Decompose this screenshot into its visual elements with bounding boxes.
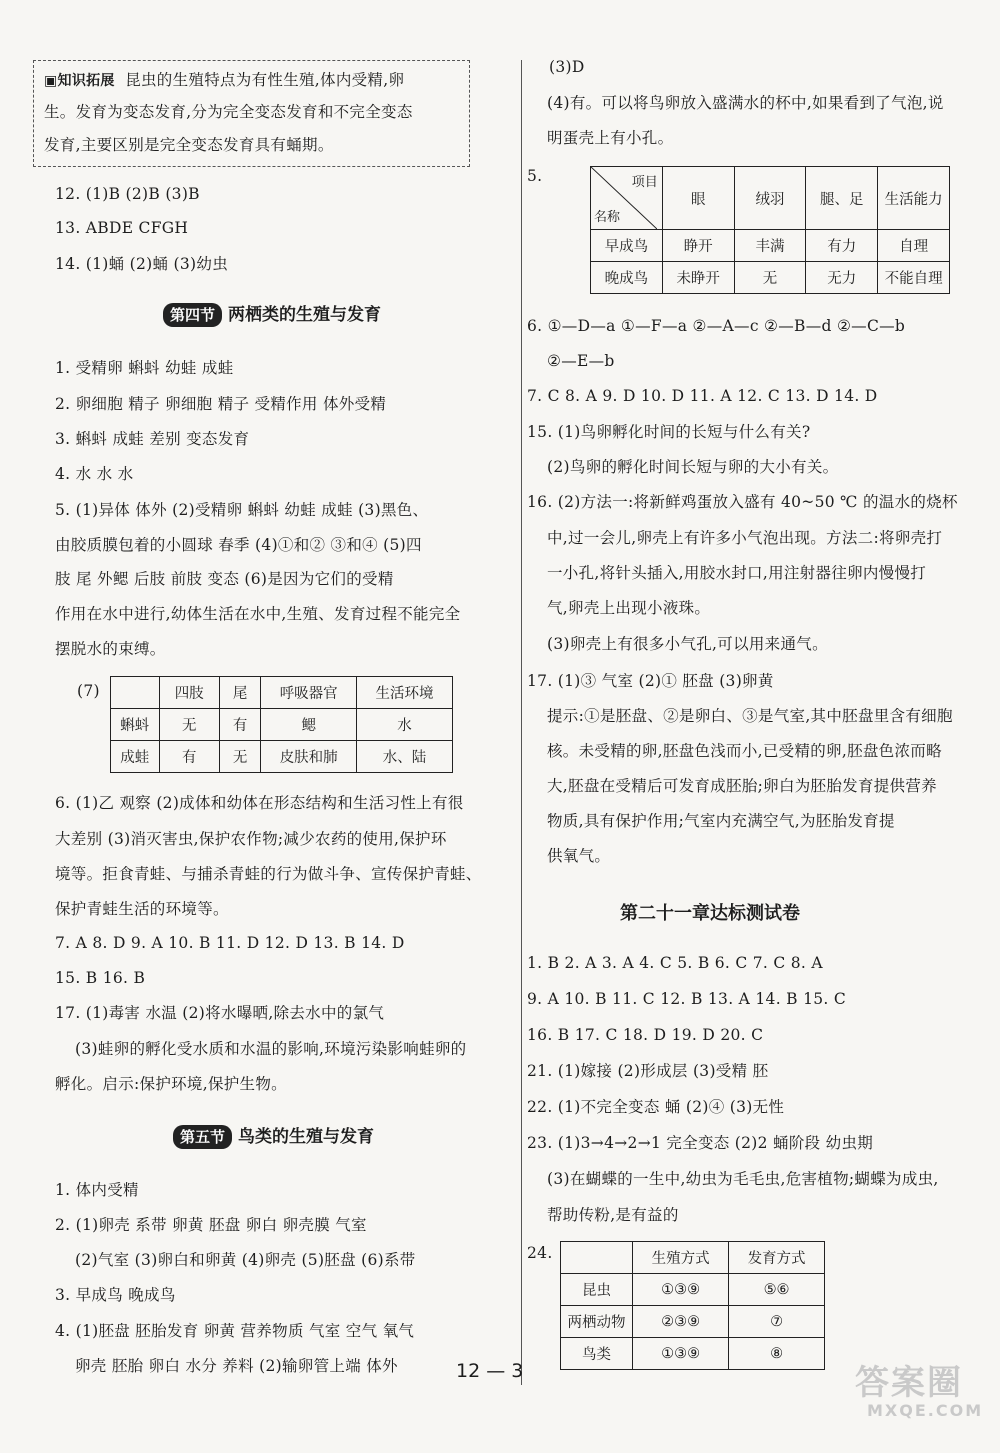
table-header-row <box>591 167 950 230</box>
table-cell: 生活环境 <box>357 677 453 709</box>
table-cell: 丰满 <box>734 230 806 262</box>
table-cell: 有 <box>159 741 219 773</box>
answer-line: 15. B 16. B <box>55 969 146 987</box>
table-cell: 未睁开 <box>662 262 734 294</box>
table-cell: 早成鸟 <box>591 230 663 262</box>
watermark-sub: MXQE.COM <box>867 1401 984 1420</box>
answer-line: 13. ABDE CFGH <box>55 219 189 237</box>
table-row <box>561 1338 825 1370</box>
watermark-logo <box>855 1355 984 1420</box>
table-cell: 蝌蚪 <box>111 709 160 741</box>
answer-line: 供氧气。 <box>547 847 611 865</box>
table-cell: 生殖方式 <box>633 1242 729 1274</box>
table-cell: 生活能力 <box>878 167 950 230</box>
answer-line: 保护青蛙生活的环境等。 <box>55 900 229 918</box>
answer-line: 1. 体内受精 <box>55 1181 139 1199</box>
answer-line: 6. ①—D—a ①—F—a ②—A—c ②—B—d ②—C—b <box>527 317 906 335</box>
answer-line: 孵化。启示:保护环境,保护生物。 <box>55 1075 287 1093</box>
table-cell: 皮肤和肺 <box>261 741 357 773</box>
answer-line: 境等。拒食青蛙、与捕杀青蛙的行为做斗争、宣传保护青蛙、 <box>55 865 482 883</box>
answer-line: (3)在蝴蝶的一生中,幼虫为毛毛虫,危害植物;蝴蝶为成虫, <box>547 1170 939 1188</box>
answer-line: 4. 水 水 水 <box>55 465 134 483</box>
answer-line: 2. 卵细胞 精子 卵细胞 精子 受精作用 体外受精 <box>55 395 387 413</box>
answer-line: 卵壳 胚胎 卵白 水分 养料 (2)输卵管上端 体外 <box>75 1357 398 1375</box>
answer-line: 9. A 10. B 11. C 12. B 13. A 14. B 15. C <box>527 990 847 1008</box>
table-cell: 不能自理 <box>878 262 950 294</box>
answer-line: 提示:①是胚盘、②是卵白、③是气室,其中胚盘里含有细胞 <box>547 707 953 725</box>
tip-line-2: 生。发育为变态发育,分为完全变态发育和不完全变态 <box>44 103 413 121</box>
table-cell: 成蛙 <box>111 741 160 773</box>
chapter-test-title: 第二十一章达标测试卷 <box>620 903 800 924</box>
table-cell: 鸟类 <box>561 1338 633 1370</box>
table-cell: 尾 <box>219 677 260 709</box>
section-heading-5: 第五节 鸟类的生殖与发育 <box>173 1125 374 1149</box>
table-cell: 无 <box>734 262 806 294</box>
answer-line: 气,卵壳上出现小液珠。 <box>547 599 711 617</box>
answer-line: 帮助传粉,是有益的 <box>547 1206 679 1224</box>
table-row <box>561 1306 825 1338</box>
table-cell: 晚成鸟 <box>591 262 663 294</box>
table-label: 24. <box>527 1244 553 1262</box>
table-row <box>111 741 453 773</box>
answer-line: 2. (1)卵壳 系带 卵黄 胚盘 卵白 卵壳膜 气室 <box>55 1216 367 1234</box>
table-cell: 两栖动物 <box>561 1306 633 1338</box>
answer-line: 作用在水中进行,幼体生活在水中,生殖、发育过程不能完全 <box>55 605 461 623</box>
table-row <box>561 1274 825 1306</box>
amphibian-table <box>110 676 453 773</box>
watermark-main: 答案圈 <box>855 1363 963 1403</box>
answer-line: 物质,具有保护作用;气室内充满空气,为胚胎发育提 <box>547 812 895 830</box>
answer-line: 1. 受精卵 蝌蚪 幼蛙 成蛙 <box>55 359 234 377</box>
answer-line: 中,过一会儿,卵壳上有许多小气泡出现。方法二:将卵壳打 <box>547 529 943 547</box>
answer-line: (3)卵壳上有很多小气孔,可以用来通气。 <box>547 635 828 653</box>
tip-line-1: ▣知识拓展 昆虫的生殖特点为有性生殖,体内受精,卵 <box>44 71 405 89</box>
table-cell: 昆虫 <box>561 1274 633 1306</box>
answer-line: 7. A 8. D 9. A 10. B 11. D 12. D 13. B 14. D <box>55 934 405 952</box>
table-cell: 无 <box>219 741 260 773</box>
table-cell: 有力 <box>806 230 878 262</box>
answer-line: 16. (2)方法一:将新鲜鸡蛋放入盛有 40~50 ℃ 的温水的烧杯 <box>527 493 958 511</box>
table-label: 5. <box>527 167 543 185</box>
table-cell: 水、陆 <box>357 741 453 773</box>
table-cell: 绒羽 <box>734 167 806 230</box>
table-cell: ⑦ <box>729 1306 825 1338</box>
tip-line-3: 发育,主要区别是完全变态发育具有蛹期。 <box>44 136 334 154</box>
answer-line: 肢 尾 外鳃 后肢 前肢 变态 (6)是因为它们的受精 <box>55 570 394 588</box>
table-cell: ②③⑨ <box>633 1306 729 1338</box>
answer-line: 17. (1)③ 气室 (2)① 胚盘 (3)卵黄 <box>527 672 774 690</box>
answer-line: 5. (1)异体 体外 (2)受精卵 蝌蚪 幼蛙 成蛙 (3)黑色、 <box>55 501 429 519</box>
table-cell: 发育方式 <box>729 1242 825 1274</box>
answer-line: ②—E—b <box>547 352 615 370</box>
answer-line: 21. (1)嫁接 (2)形成层 (3)受精 胚 <box>527 1062 769 1080</box>
answer-line: 15. (1)鸟卵孵化时间的长短与什么有关? <box>527 423 811 441</box>
answer-line: 摆脱水的束缚。 <box>55 640 166 658</box>
table-cell <box>111 677 160 709</box>
answer-line: (4)有。可以将鸟卵放入盛满水的杯中,如果看到了气泡,说 <box>547 94 944 112</box>
corner-top-label: 项目 <box>631 175 658 190</box>
table-row <box>111 709 453 741</box>
table-cell: 无 <box>159 709 219 741</box>
answer-line: 7. C 8. A 9. D 10. D 11. A 12. C 13. D 14. D <box>527 387 878 405</box>
table-cell: 有 <box>219 709 260 741</box>
table-cell: 无力 <box>806 262 878 294</box>
answer-line: 3. 早成鸟 晚成鸟 <box>55 1286 176 1304</box>
answer-line: 1. B 2. A 3. A 4. C 5. B 6. C 7. C 8. A <box>527 954 823 972</box>
knowledge-extension-box <box>33 60 470 167</box>
answer-line: 4. (1)胚盘 胚胎发育 卵黄 营养物质 气室 空气 氧气 <box>55 1322 415 1340</box>
column-divider <box>521 60 522 1385</box>
section-badge: 第五节 <box>173 1125 232 1149</box>
table-header-row <box>111 677 453 709</box>
table-cell: 自理 <box>878 230 950 262</box>
table-label: (7) <box>77 682 100 700</box>
table-row <box>591 230 950 262</box>
table-cell: ⑧ <box>729 1338 825 1370</box>
answer-line: 6. (1)乙 观察 (2)成体和幼体在形态结构和生活习性上有很 <box>55 794 464 812</box>
answer-line: 22. (1)不完全变态 蛹 (2)④ (3)无性 <box>527 1098 785 1116</box>
table-cell: 呼吸器官 <box>261 677 357 709</box>
section-badge: 第四节 <box>163 303 222 327</box>
corner-bottom-label: 名称 <box>594 210 621 225</box>
table-cell: 水 <box>357 709 453 741</box>
table-cell: 四肢 <box>159 677 219 709</box>
answer-line: (3)D <box>549 58 585 76</box>
answer-line: 一小孔,将针头插入,用胶水封口,用注射器往卵内慢慢打 <box>547 564 927 582</box>
table-cell <box>561 1242 633 1274</box>
answer-line: 大差别 (3)消灭害虫,保护农作物;减少农药的使用,保护环 <box>55 830 447 848</box>
table-row <box>591 262 950 294</box>
reproduction-table <box>560 1241 825 1370</box>
tip-tag: ▣知识拓展 <box>44 73 115 89</box>
table-cell: ①③⑨ <box>633 1338 729 1370</box>
answer-line: 16. B 17. C 18. D 19. D 20. C <box>527 1026 764 1044</box>
table-header-row <box>561 1242 825 1274</box>
table-cell: ⑤⑥ <box>729 1274 825 1306</box>
table-cell: 睁开 <box>662 230 734 262</box>
answer-line: 14. (1)蛹 (2)蛹 (3)幼虫 <box>55 255 228 273</box>
table-corner-cell <box>591 167 663 230</box>
page-number: 12 — 3 <box>456 1360 524 1382</box>
answer-line: 核。未受精的卵,胚盘色浅而小,已受精的卵,胚盘色浓而略 <box>547 742 942 760</box>
table-cell: ①③⑨ <box>633 1274 729 1306</box>
table-cell: 鳃 <box>261 709 357 741</box>
bird-table <box>590 166 950 294</box>
answer-line: 17. (1)毒害 水温 (2)将水曝晒,除去水中的氯气 <box>55 1004 385 1022</box>
answer-line: (2)鸟卵的孵化时间长短与卵的大小有关。 <box>547 458 839 476</box>
table-cell: 眼 <box>662 167 734 230</box>
answer-line: 大,胚盘在受精后可发育成胚胎;卵白为胚胎发育提供营养 <box>547 777 937 795</box>
answer-line: (2)气室 (3)卵白和卵黄 (4)卵壳 (5)胚盘 (6)系带 <box>75 1251 416 1269</box>
answer-line: 3. 蝌蚪 成蛙 差别 变态发育 <box>55 430 250 448</box>
answer-line: 12. (1)B (2)B (3)B <box>55 185 200 203</box>
answer-line: 由胶质膜包着的小圆球 春季 (4)①和② ③和④ (5)四 <box>55 536 422 554</box>
section-heading-4: 第四节 两栖类的生殖与发育 <box>163 303 381 327</box>
answer-line: (3)蛙卵的孵化受水质和水温的影响,环境污染影响蛙卵的 <box>75 1040 467 1058</box>
table-cell: 腿、足 <box>806 167 878 230</box>
answer-line: 明蛋壳上有小孔。 <box>547 129 674 147</box>
answer-line: 23. (1)3→4→2→1 完全变态 (2)2 蛹阶段 幼虫期 <box>527 1134 874 1152</box>
